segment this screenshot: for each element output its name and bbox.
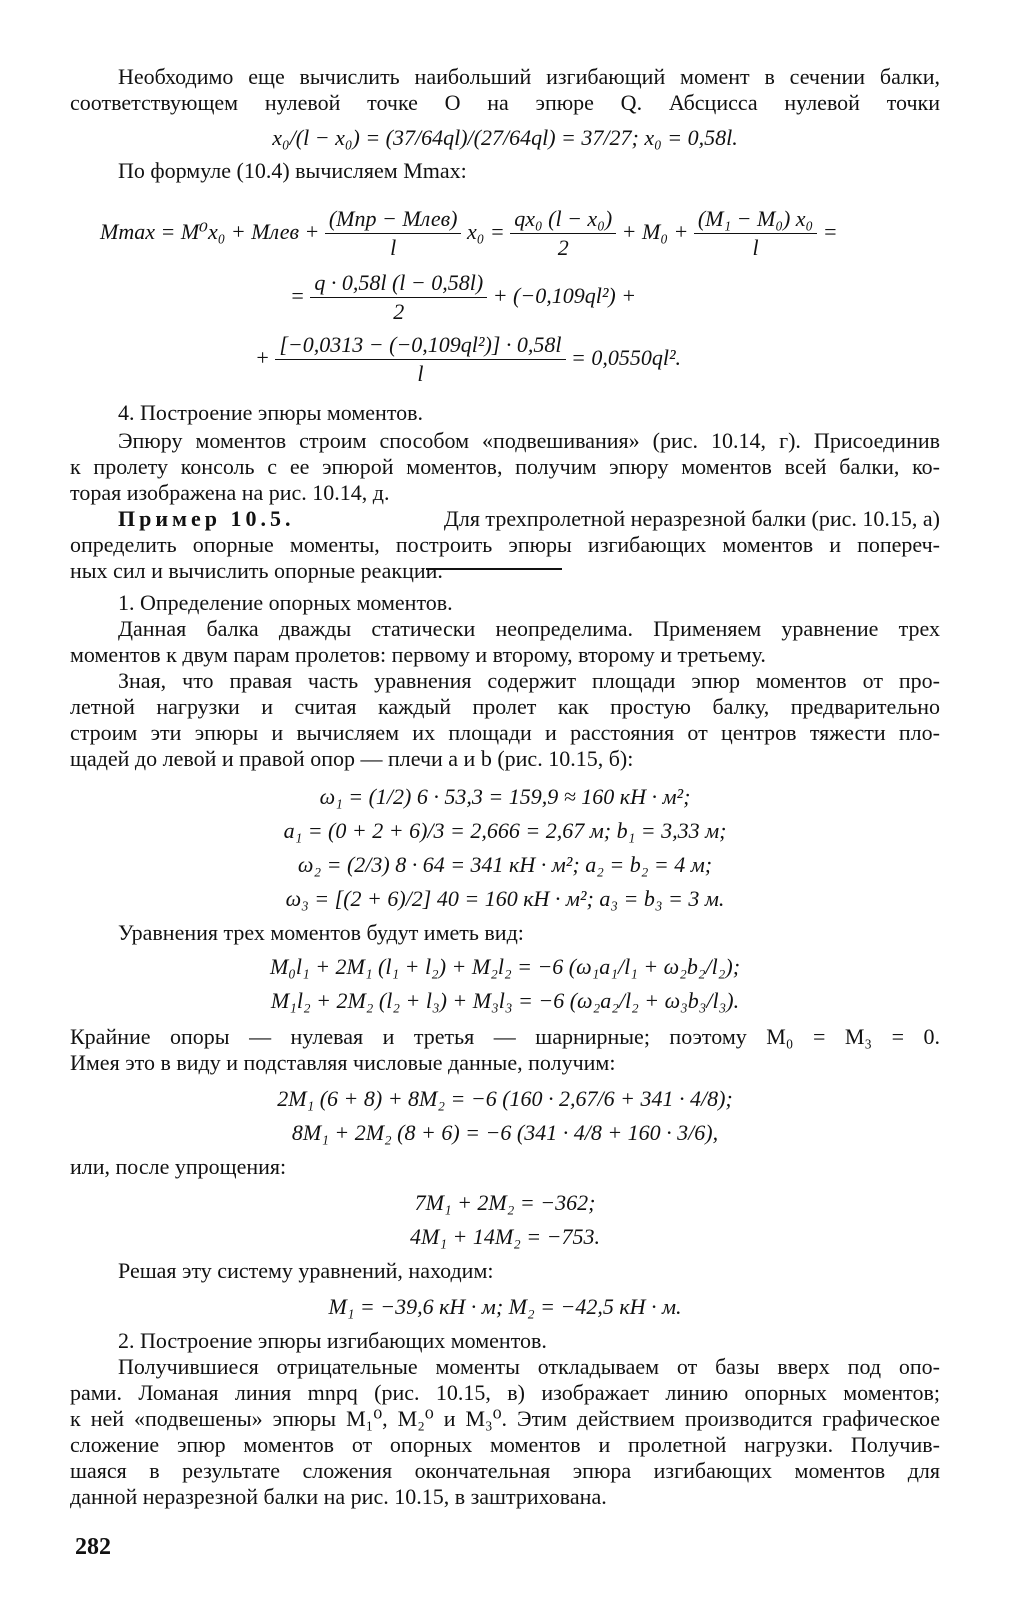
equation-mmax-row3 [255,326,681,390]
denominator: l [390,235,397,261]
eq-part: + M₀ + [621,219,689,244]
text-line: к ней «подвешены» эпюры M₁⁰, M₂⁰ и M₃⁰. Этим действием производится графическое [70,1406,940,1431]
equation: ω₁ = (1/2) 6 · 53,3 = 159,9 ≈ 160 кН · м²; [319,784,691,809]
text-line: рами. Ломаная линия mnpq (рис. 10.15, в) изображает линию опорных моментов; [70,1380,940,1405]
section-heading: 2. Построение эпюры изгибающих моментов. [118,1328,547,1353]
equation: M₁l₂ + 2M₂ (l₂ + l₃) + M₃l₃ = −6 (ω₂a₂/l₂ + ω₃b₃/l₃). [270,988,740,1013]
text-line: Крайние опоры — нулевая и третья — шарнирные; поэтому M₀ = M₃ = 0. [70,1024,940,1049]
text-line: Уравнения трех моментов будут иметь вид: [118,920,524,945]
eq-part: x₀ = [466,219,505,244]
numerator: [−0,0313 − (−0,109ql²)] · 0,58l [275,332,565,360]
text-line: ных сил и вычислить опорные реакции. [70,558,443,583]
numerator: qx₀ (l − x₀) [510,206,616,234]
text-line: щадей до левой и правой опор — плечи a и b (рис. 10.15, б): [70,746,634,771]
equation-mmax-row1 [100,200,838,264]
text-line: Необходимо еще вычислить наибольший изгибающий момент в сечении балки, [118,64,940,89]
eq-part: + (−0,109ql²) + [492,283,637,308]
text-line: По формуле (10.4) вычисляем Mmax: [118,158,467,183]
equation-mmax-row2 [290,264,636,328]
example-first-line [118,506,940,532]
fraction [310,270,487,325]
page-number: 282 [75,1534,111,1560]
equation: M₁ = −39,6 кН · м; M₂ = −42,5 кН · м. [328,1294,682,1319]
numerator: q · 0,58l (l − 0,58l) [310,270,487,298]
denominator: 2 [557,235,569,261]
separator-rule [426,568,562,570]
equation: a₁ = (0 + 2 + 6)/3 = 2,666 = 2,67 м; b₁ = 3,33 м; [283,818,727,843]
equation: 4M₁ + 14M₂ = −753. [410,1224,600,1249]
text-line: Эпюру моментов строим способом «подвешивания» (рис. 10.14, г). Присоединив [118,428,940,453]
denominator: 2 [393,299,405,325]
equation: 7M₁ + 2M₂ = −362; [414,1190,596,1215]
eq-part: = [822,219,838,244]
text-line: торая изображена на рис. 10.14, д. [70,480,390,505]
text-line: Решая эту систему уравнений, находим: [118,1258,494,1283]
equation: 2M₁ (6 + 8) + 8M₂ = −6 (160 · 2,67/6 + 341 · 4/8); [277,1086,733,1111]
text-line: данной неразрезной балки на рис. 10.15, в заштрихована. [70,1484,607,1509]
text-line: моментов к двум парам пролетов: первому и второму, второму и третьему. [70,642,766,667]
numerator: (M₁ − M₀) x₀ [694,206,817,234]
equation: ω₃ = [(2 + 6)/2] 40 = 160 кН · м²; a₃ = b₃ = 3 м. [285,886,725,911]
equation: 8M₁ + 2M₂ (8 + 6) = −6 (341 · 4/8 + 160 · 3/6), [291,1120,719,1145]
section-heading: 4. Построение эпюры моментов. [118,400,424,425]
equation: ω₂ = (2/3) 8 · 64 = 341 кН · м²; a₂ = b₂ = 4 м; [297,852,713,877]
section-heading: 1. Определение опорных моментов. [118,590,453,615]
eq-part: = [290,283,305,308]
text-line: Данная балка дважды статически неопределима. Применяем уравнение трех [118,616,940,641]
text-line: Зная, что правая часть уравнения содержит площади эпюр моментов от про- [118,668,940,693]
text-line: или, после упрощения: [70,1154,287,1179]
example-label: Пример 10.5. [118,506,295,531]
text-line: Имея это в виду и подставляя числовые данные, получим: [70,1050,616,1075]
fraction [275,332,565,387]
equation: x₀/(l − x₀) = (37/64ql)/(27/64ql) = 37/27; x₀ = 0,58l. [272,125,738,150]
text-line: шаяся в результате сложения окончательная эпюра изгибающих моментов для [70,1458,940,1483]
denominator: l [417,361,424,387]
text-line: к пролету консоль с ее эпюрой моментов, получим эпюру моментов всей балки, ко- [70,454,940,479]
fraction [694,206,817,261]
text-line: Получившиеся отрицательные моменты откладываем от базы вверх под опо- [118,1354,940,1379]
fraction [510,206,616,261]
numerator: (Mпр − Mлев) [325,206,462,234]
text-line: сложение эпюр моментов от опорных моментов и пролетной нагрузки. Получив- [70,1432,940,1457]
eq-part: Mmax = M⁰x₀ + Mлев + [100,219,320,244]
fraction [325,206,462,261]
denominator: l [752,235,759,261]
text-line: летной нагрузки и считая каждый пролет как простую балку, предварительно [70,694,940,719]
equation: M₀l₁ + 2M₁ (l₁ + l₂) + M₂l₂ = −6 (ω₁a₁/l₁ + ω₂b₂/l₂); [269,954,741,979]
text-line: Для трехпролетной неразрезной балки (рис. 10.15, а) [443,506,940,531]
text-line: определить опорные моменты, построить эпюры изгибающих моментов и попереч- [70,532,940,557]
text-line: строим эти эпюры и вычисляем их площади и расстояния от центров тяжести пло- [70,720,940,745]
text-line: соответствующем нулевой точке O на эпюре Q. Абсцисса нулевой точки [70,90,940,115]
eq-part: = 0,0550ql². [571,345,682,370]
eq-part: + [255,345,270,370]
